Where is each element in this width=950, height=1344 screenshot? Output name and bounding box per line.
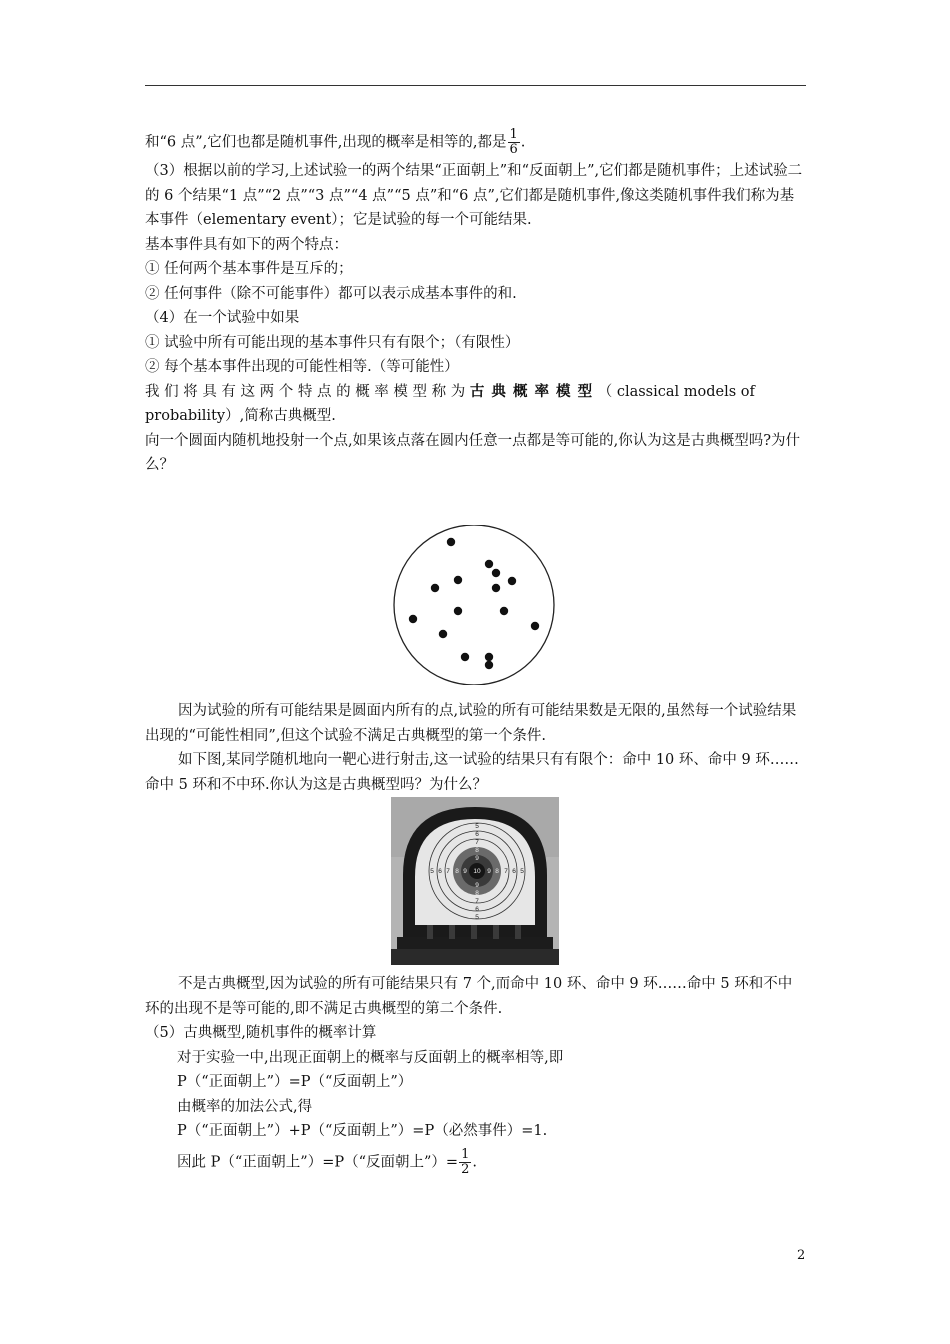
paragraph: 对于实验一中,出现正面朝上的概率与反面朝上的概率相等,即 bbox=[177, 1049, 564, 1066]
svg-text:5: 5 bbox=[475, 823, 479, 830]
paragraph: （3）根据以前的学习,上述试验一的两个结果“正面朝上”和“反面朝上”,它们都是随机事件；上述试验二的 6 个结果“1 点”“2 点”“3 点”“4 点”“5 点”和“6 点”,它们都是随机事件,像这类随机事件我们称为基本事件（elementary event）；它是试验的每一个可能结果. bbox=[145, 163, 803, 228]
paragraph: （4）在一个试验中如果 bbox=[145, 310, 300, 326]
svg-text:8: 8 bbox=[475, 847, 479, 854]
dot bbox=[500, 607, 508, 615]
dot bbox=[461, 653, 469, 661]
header-rule bbox=[145, 85, 806, 86]
dot bbox=[485, 661, 493, 669]
svg-text:6: 6 bbox=[475, 906, 479, 913]
svg-text:5: 5 bbox=[430, 868, 434, 875]
dot bbox=[492, 584, 500, 592]
dot bbox=[439, 630, 447, 638]
svg-text:6: 6 bbox=[438, 868, 442, 875]
dot bbox=[431, 584, 439, 592]
target-base bbox=[397, 937, 553, 951]
circle-outline bbox=[394, 525, 554, 685]
text-block-2 bbox=[145, 699, 806, 797]
dots bbox=[409, 538, 539, 669]
paragraph: 不是古典概型,因为试验的所有可能结果只有 7 个,而命中 10 环、命中 9 环……命中 5 环和不中环的出现不是等可能的,即不满足古典概型的第二个条件. bbox=[145, 976, 793, 1017]
text-block-3 bbox=[145, 972, 806, 1177]
svg-text:9: 9 bbox=[475, 855, 479, 862]
page-number: 2 bbox=[797, 1248, 806, 1263]
paragraph: 基本事件具有如下的两个特点： bbox=[145, 236, 348, 253]
svg-text:8: 8 bbox=[455, 868, 459, 875]
shooting-target-photo bbox=[391, 797, 559, 965]
paragraph: 如下图,某同学随机地向一靶心进行射击,这一试验的结果只有有限个：命中 10 环、命中 9 环……命中 5 环和不中环.你认为这是古典概型吗？为什么？ bbox=[145, 752, 799, 793]
svg-text:8: 8 bbox=[475, 890, 479, 897]
dot bbox=[531, 622, 539, 630]
svg-text:7: 7 bbox=[504, 868, 508, 875]
section-heading: （5）古典概型,随机事件的概率计算 bbox=[145, 1025, 377, 1041]
svg-text:8: 8 bbox=[495, 868, 499, 875]
fraction-one-half: $\frac{1}{2}$ bbox=[461, 1146, 470, 1177]
paragraph: 我 们 将 具 有 这 两 个 特 点 的 概 率 模 型 称 为 古 典 概 率 模 型 （ classical models of probability）,简称古典概型. bbox=[145, 382, 755, 424]
list-item: ① 任何两个基本事件是互斥的； bbox=[145, 261, 353, 277]
paragraph: 因为试验的所有可能结果是圆面内所有的点,试验的所有可能结果数是无限的,虽然每一个试验结果出现的“可能性相同”,但这个试验不满足古典概型的第一个条件. bbox=[145, 703, 797, 744]
dot bbox=[454, 576, 462, 584]
dot bbox=[409, 615, 417, 623]
dot bbox=[485, 653, 493, 661]
dot bbox=[492, 569, 500, 577]
text-block-1 bbox=[145, 128, 806, 478]
random-points-circle-figure bbox=[392, 525, 557, 685]
list-item: ② 每个基本事件出现的可能性相等.（等可能性） bbox=[145, 359, 459, 375]
paragraph: 由概率的加法公式,得 bbox=[177, 1098, 313, 1115]
fraction-one-sixth: $\frac{1}{6}$ bbox=[509, 127, 518, 157]
svg-text:9: 9 bbox=[487, 868, 491, 875]
svg-text:9: 9 bbox=[475, 882, 479, 889]
formula-line: P（“正面朝上”）+P（“反面朝上”）=P（必然事件）=1. bbox=[177, 1123, 548, 1139]
svg-text:5: 5 bbox=[520, 868, 524, 875]
formula-line: 因此 P（“正面朝上”）=P（“反面朝上”）= $\frac{1}{2}$ . bbox=[177, 1146, 477, 1177]
list-item: ② 任何事件（除不可能事件）都可以表示成基本事件的和. bbox=[145, 285, 517, 302]
svg-text:10: 10 bbox=[473, 868, 481, 875]
term-classical-model: 古 典 概 率 模 型 bbox=[469, 382, 594, 400]
formula-line: P（“正面朝上”）=P（“反面朝上”） bbox=[177, 1074, 413, 1090]
svg-text:9: 9 bbox=[463, 868, 467, 875]
svg-text:7: 7 bbox=[475, 839, 479, 846]
svg-text:6: 6 bbox=[475, 831, 479, 838]
svg-text:7: 7 bbox=[475, 898, 479, 905]
svg-text:5: 5 bbox=[475, 914, 479, 921]
dot bbox=[447, 538, 455, 546]
dot bbox=[508, 577, 516, 585]
svg-text:6: 6 bbox=[512, 868, 516, 875]
list-item: ① 试验中所有可能出现的基本事件只有有限个；（有限性） bbox=[145, 334, 520, 351]
paragraph: 和“6 点”,它们也都是随机事件,出现的概率是相等的,都是 $\frac{1}{6}$ . bbox=[145, 127, 526, 157]
paragraph: 向一个圆面内随机地投射一个点,如果该点落在圆内任意一点都是等可能的,你认为这是古典概型吗?为什么？ bbox=[145, 432, 800, 473]
svg-text:7: 7 bbox=[446, 868, 450, 875]
dot bbox=[485, 560, 493, 568]
dot bbox=[454, 607, 462, 615]
